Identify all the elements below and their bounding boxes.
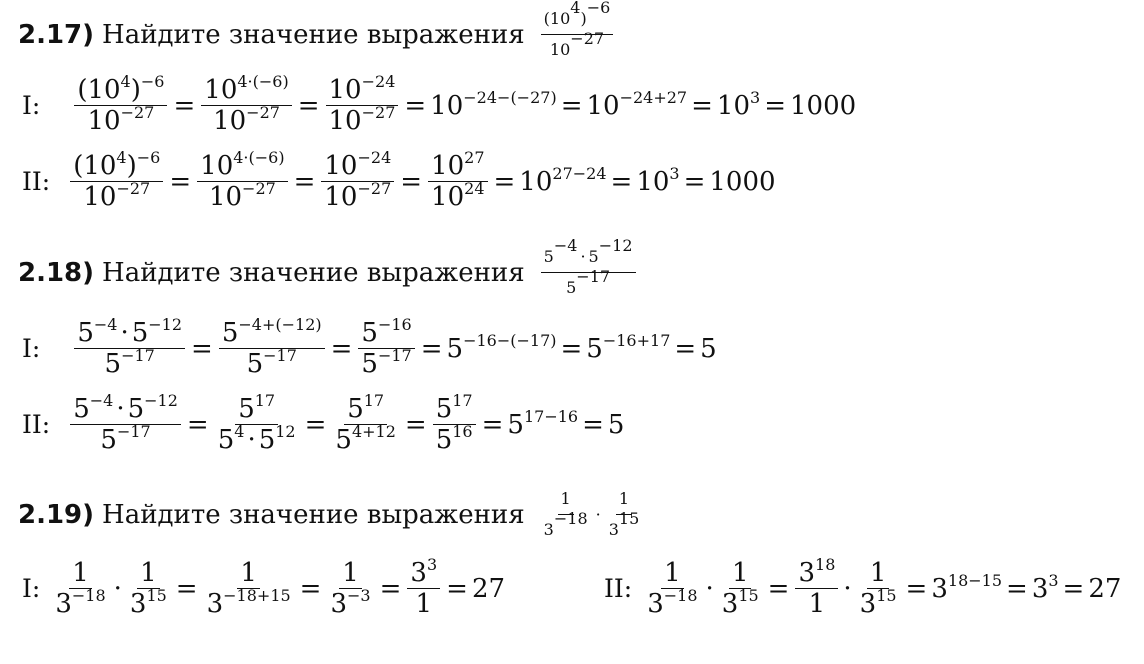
solution-label: II: [22,167,51,196]
task-2-17-header [18,0,615,65]
task-title: Найдите значение выражения [102,257,525,288]
fraction: $\frac{1}{3^{-18+15}}$ [206,558,291,619]
task-number: 2.19) [18,499,95,530]
task-expression-part: $\frac{1}{3^{-18}}$ [541,484,591,545]
fraction: $\frac{10^{4\cdot(-6)}}{10^{-27}}$ [197,151,287,212]
fraction: $\frac{5^{17}}{5^{4+12}}$ [335,391,396,455]
power-term: $10^{27-24}$ [519,163,607,197]
fraction: $\frac{5^{17}}{5^4 \cdot 5^{12}}$ [217,391,296,455]
task-title: Найдите значение выражения [102,499,525,530]
solution-label: I: [22,334,41,363]
solution-label: II: [22,410,51,439]
fraction: $\frac{5^{17}}{5^{16}}$ [433,394,476,455]
solution-line-2-18-II: II: $\frac{5^{-4} \cdot 5^{-12}}{5^{-17}}$ = $\frac{5^{17}}{5^4 \cdot 5^{12}}$ = $\frac{5^{17}}{5^{4+12}}$ = $\frac{5^{17}}{5^{16}}$ = $5^{17-16}$ = 5 [22,391,625,455]
result: 5 [607,409,625,440]
fraction: $\frac{1}{3^{15}}$ [721,558,759,619]
task-number: 2.18) [18,257,95,288]
power-term: $10^3$ [716,87,761,121]
result: 27 [471,573,506,604]
fraction: $\frac{5^{-4+(-12)}}{5^{-17}}$ [219,318,325,379]
fraction: $\frac{5^{-4} \cdot 5^{-12}}{5^{-17}}$ [70,394,181,455]
fraction: $\frac{3^3}{1}$ [407,558,440,619]
solution-label: II: [604,574,633,603]
result: 27 [1088,573,1122,604]
fraction: $\frac{(10^4)^{-6}}{10^{-27}}$ [70,151,163,212]
power-term: $10^{-24-(-27)}$ [430,87,557,121]
fraction: $\frac{10^{-24}}{10^{-27}}$ [326,75,399,136]
power-term: $5^{-16+17}$ [586,330,671,364]
task-expression: $\frac{5^{-4}\cdot 5^{-12}}{5^{-17}}$ [541,242,636,303]
power-term: $5^{-16-(-17)}$ [446,330,557,364]
solution-line-2-19-II: II: $\frac{1}{3^{-18}}$ · $\frac{1}{3^{15}}$ = $\frac{3^{18}}{1}$ · $\frac{1}{3^{15}}$ = $3^{18-15}$ = $3^3$ = 27 [604,555,1122,619]
solution-label: I: [22,574,41,603]
result: 1000 [709,166,776,197]
solution-line-2-19-I: I: $\frac{1}{3^{-18}}$ · $\frac{1}{3^{15}}$ = $\frac{1}{3^{-18+15}}$ = $\frac{1}{3^{-3}}$ = $\frac{3^3}{1}$ = 27 [22,555,506,619]
fraction: $\frac{1}{3^{15}}$ [859,558,897,619]
result: 1000 [789,90,857,121]
fraction: $\frac{1}{3^{15}}$ [129,558,167,619]
task-number: 2.17) [18,19,95,50]
task-title: Найдите значение выражения [102,19,525,50]
solution-label: I: [22,91,41,120]
solution-line-2-17-II: II: $\frac{(10^4)^{-6}}{10^{-27}}$ = $\frac{10^{4\cdot(-6)}}{10^{-27}}$ = $\frac{10^{-24}}{10^{-27}}$ = $\frac{10^{27}}{10^{24}}$ = $10^{27-24}$ = $10^3$ = 1000 [22,148,776,212]
fraction: $\frac{10^{27}}{10^{24}}$ [428,151,487,212]
result: 5 [700,333,717,364]
power-term: $10^{-24+27}$ [586,87,688,121]
power-term: $10^3$ [636,163,680,197]
task-expression-part: $\frac{1}{3^{15}}$ [606,484,643,545]
fraction: $\frac{1}{3^{-18}}$ [647,558,698,619]
power-term: $5^{17-16}$ [507,406,579,440]
fraction: $\frac{5^{-4} \cdot 5^{-12}}{5^{-17}}$ [74,318,185,379]
task-2-18-header [18,236,638,303]
fraction: $\frac{10^{4\cdot(-6)}}{10^{-27}}$ [201,75,291,136]
solution-line-2-17-I: I: $\frac{(10^4)^{-6}}{10^{-27}}$ = $\frac{10^{4\cdot(-6)}}{10^{-27}}$ = $\frac{10^{-24}}{10^{-27}}$ = $10^{-24-(-27)}$ = $10^{-24+27}$ = $10^3$ = 1000 [22,72,857,136]
fraction: $\frac{1}{3^{-18}}$ [55,558,106,619]
fraction: $\frac{(10^4)^{-6}}{10^{-27}}$ [74,75,167,136]
fraction: $\frac{1}{3^{-3}}$ [330,558,371,619]
power-term: $3^{18-15}$ [931,570,1003,604]
power-term: $3^3$ [1031,570,1059,604]
solution-line-2-18-I: I: $\frac{5^{-4} \cdot 5^{-12}}{5^{-17}}$ = $\frac{5^{-4+(-12)}}{5^{-17}}$ = $\frac{5^{-16}}{5^{-17}}$ = $5^{-16-(-17)}$ = $5^{-16+17}$ = 5 [22,315,717,379]
fraction: $\frac{3^{18}}{1}$ [795,558,838,619]
fraction: $\frac{10^{-24}}{10^{-27}}$ [321,151,394,212]
task-expression: $\frac{(10^4)^{-6}}{10^{-27}}$ [541,4,614,65]
fraction: $\frac{5^{-16}}{5^{-17}}$ [358,318,414,379]
task-2-19-header: 2.19) Найдите значение выражения $\frac{1}{3^{-18}}$ · $\frac{1}{3^{15}}$ [18,484,644,545]
